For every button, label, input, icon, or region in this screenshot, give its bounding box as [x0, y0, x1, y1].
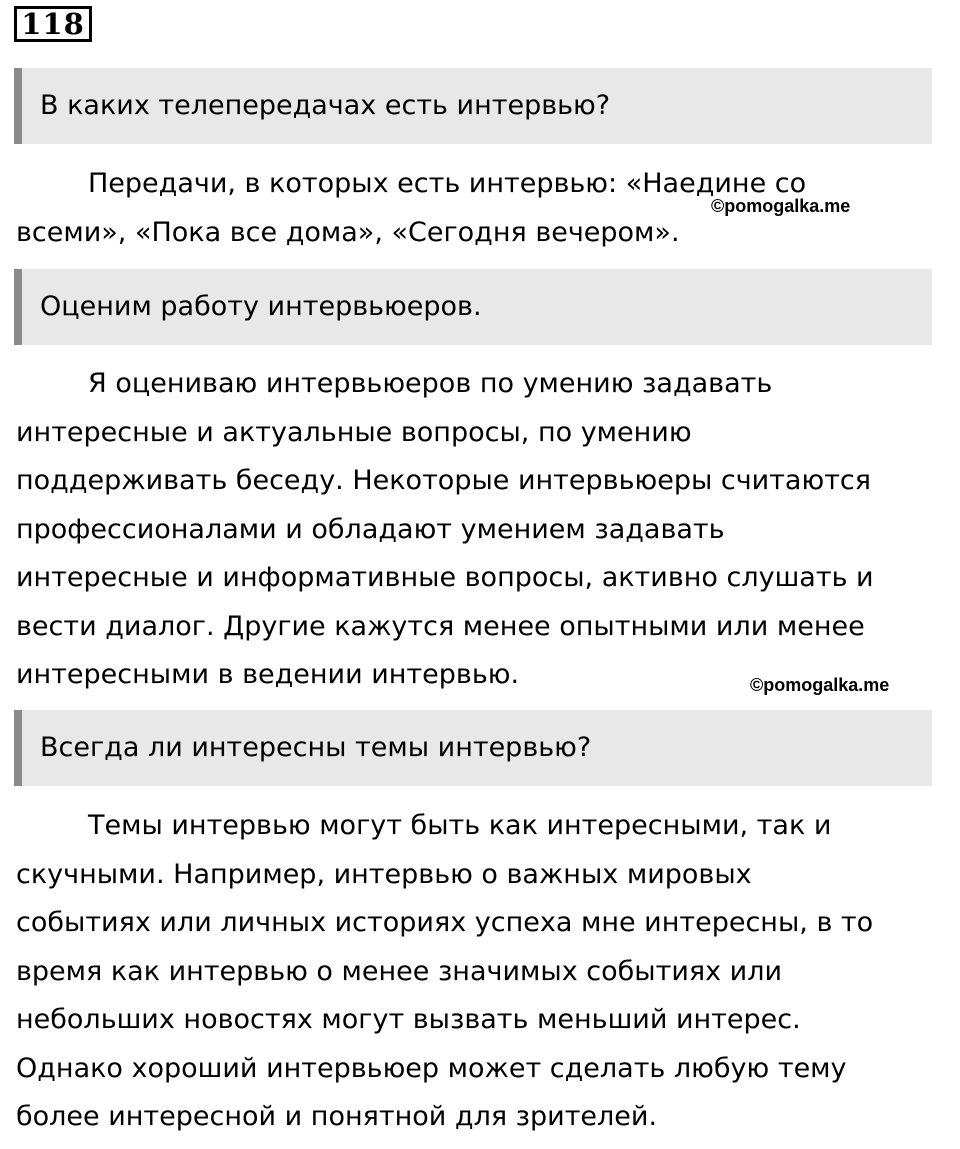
answer-line: небольших новостях могут вызвать меньший интерес.: [16, 1004, 801, 1035]
answer-line: Я оцениваю интервьюеров по умению задавать: [88, 368, 773, 399]
answer-line: Однако хороший интервьюер может сделать любую тему: [16, 1052, 847, 1084]
question-text-1: В каких телепередачах есть интервью?: [40, 90, 611, 121]
answer-line: скучными. Например, интервью о важных мировых: [16, 858, 752, 890]
watermark-2: ©pomogalka.me: [750, 675, 890, 695]
question-text-3: Всегда ли интересны темы интервью?: [40, 732, 592, 763]
answer-paragraph-2: [16, 360, 874, 700]
answer-line: профессионалами и обладают умением задавать: [16, 513, 725, 545]
page-number: 118: [14, 6, 92, 42]
answer-line: событиях или личных историях успеха мне интересны, в то: [16, 907, 874, 938]
answer-line: интересные и информативные вопросы, активно слушать и: [16, 562, 874, 593]
question-text-2: Оценим работу интервьюеров.: [40, 291, 482, 322]
watermark-1: ©pomogalka.me: [711, 196, 851, 216]
answer-line: интересные и актуальные вопросы, по умению: [16, 416, 692, 448]
question-box-1: [14, 68, 932, 144]
answer-paragraph-3: [16, 802, 873, 1142]
answer-line: Темы интервью могут быть как интересными, так и: [88, 810, 832, 841]
question-box-3: [14, 710, 932, 786]
answer-line: время как интервью о менее значимых событиях или: [16, 955, 783, 987]
answer-line: поддерживать беседу. Некоторые интервьюеры считаются: [16, 465, 872, 496]
answer-line: вести диалог. Другие кажутся менее опытными или менее: [16, 610, 865, 642]
answer-line: всеми», «Пока все дома», «Сегодня вечером».: [16, 216, 680, 248]
answer-line: интересными в ведении интервью.: [16, 659, 520, 690]
answer-paragraph-1: [16, 160, 806, 257]
answer-line: Передачи, в которых есть интервью: «Наедине со: [88, 168, 807, 199]
answer-line: более интересной и понятной для зрителей.: [16, 1101, 658, 1132]
question-box-2: [14, 269, 932, 345]
